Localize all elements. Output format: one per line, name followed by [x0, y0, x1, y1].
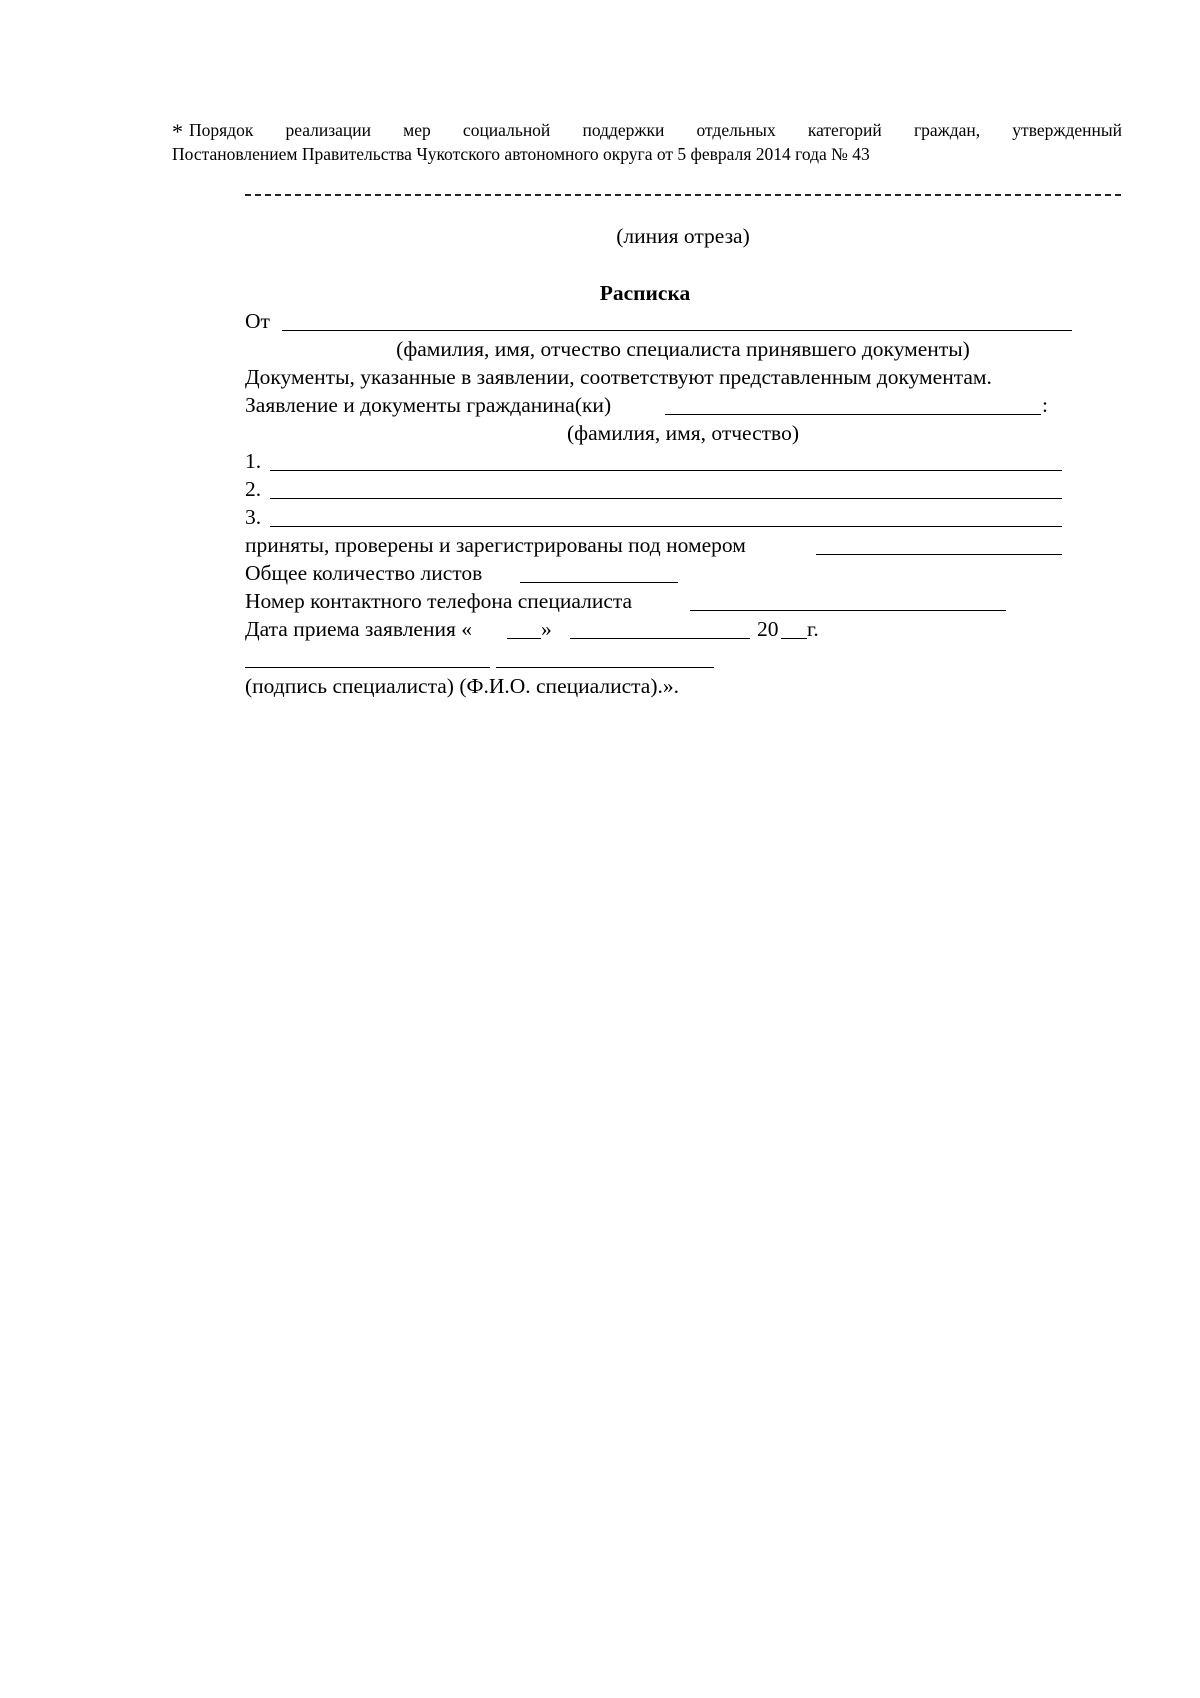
documents-statement: Документы, указанные в заявлении, соответствуют представленным документам. [245, 365, 992, 389]
date-year-blank-line [781, 638, 807, 639]
citizen-colon: : [1042, 393, 1048, 417]
item-blank-line-2 [270, 498, 1062, 499]
phone-label: Номер контактного телефона специалиста [245, 589, 633, 613]
footnote-line-1 [172, 118, 1122, 144]
citizen-blank-line [665, 414, 1041, 415]
date-year-suffix: г. [807, 617, 819, 641]
full-name-blank-line [496, 667, 714, 668]
citizen-label: Заявление и документы гражданина(ки) [245, 393, 612, 417]
citizen-caption: (фамилия, имя, отчество) [567, 421, 799, 445]
footnote-asterisk: * [172, 119, 183, 144]
phone-blank-line [690, 610, 1006, 611]
cut-line-caption: (линия отреза) [616, 224, 750, 248]
date-label: Дата приема заявления « [245, 617, 472, 641]
item-number-3: 3. [245, 505, 262, 529]
footnote-text-1: Порядок реализации мер социальной поддержки отдельных категорий граждан, утвержденный [189, 120, 1122, 140]
date-day-blank-line [507, 638, 541, 639]
registered-label: приняты, проверены и зарегистрированы под номером [245, 533, 746, 557]
signature-caption: (подпись специалиста) (Ф.И.О. специалиста).». [245, 674, 679, 698]
sheets-blank-line [520, 582, 678, 583]
registration-number-blank-line [816, 554, 1062, 555]
item-blank-line-1 [270, 470, 1062, 471]
footnote-line-2: Постановлением Правительства Чукотского автономного округа от 5 февраля 2014 года № 43 [172, 144, 870, 164]
signature-blank-line [245, 667, 490, 668]
item-blank-line-3 [270, 526, 1062, 527]
receipt-title: Расписка [599, 281, 691, 305]
cut-line [245, 194, 1121, 196]
item-number-1: 1. [245, 449, 262, 473]
sheets-label: Общее количество листов [245, 561, 483, 585]
date-close-quote: » [541, 617, 552, 641]
item-number-2: 2. [245, 477, 262, 501]
from-caption: (фамилия, имя, отчество специалиста принявшего документы) [396, 337, 970, 361]
date-month-blank-line [570, 638, 750, 639]
from-label: От [245, 309, 270, 333]
from-blank-line [282, 330, 1072, 331]
date-year-prefix: 20 [757, 617, 779, 641]
